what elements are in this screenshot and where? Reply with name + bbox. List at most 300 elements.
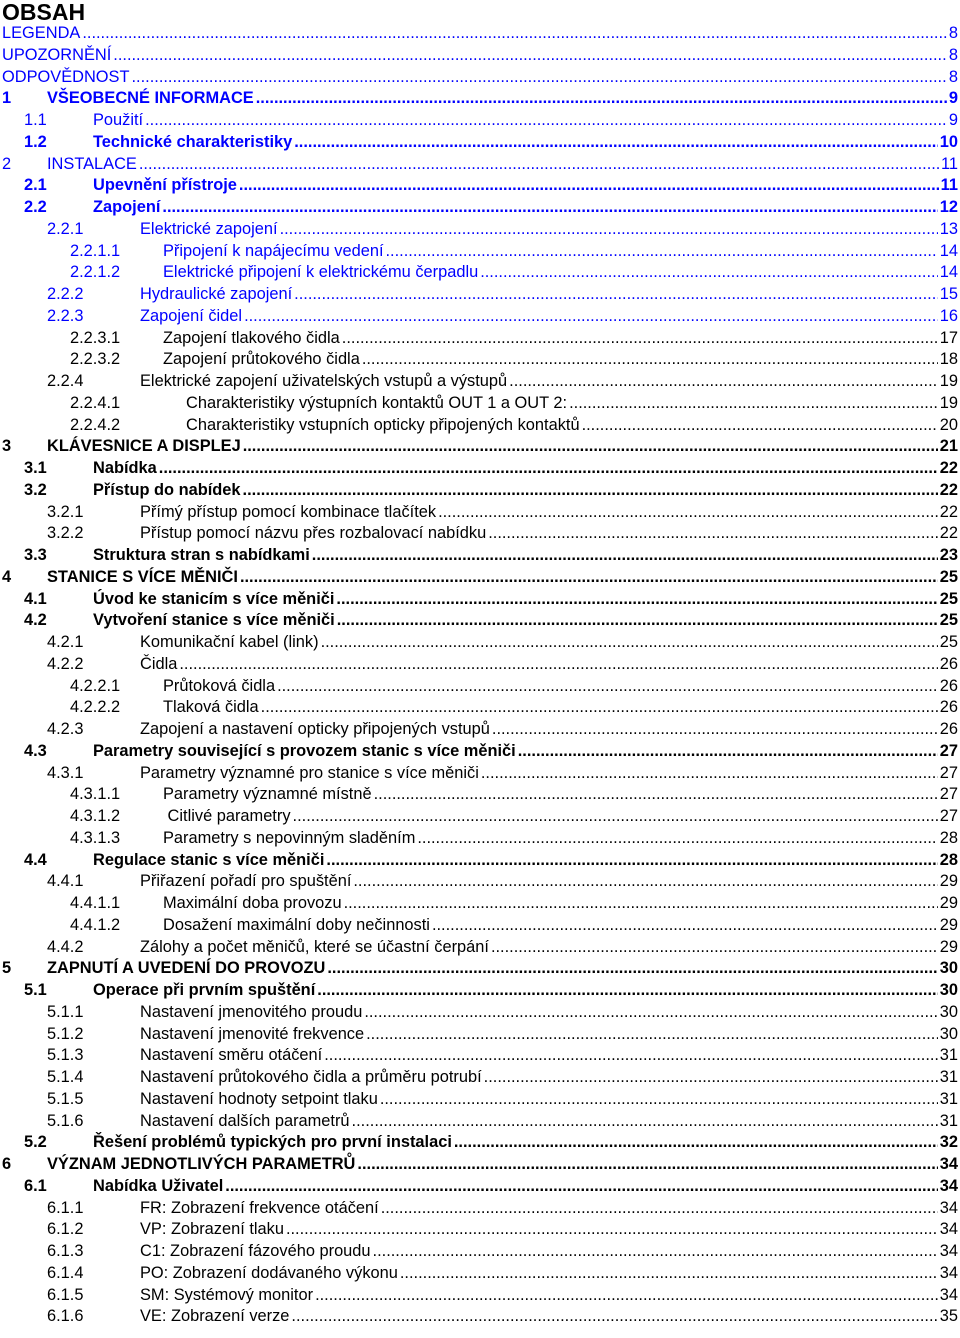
toc-entry-label: [2, 67, 130, 89]
toc-entry[interactable]: [0, 915, 960, 937]
toc-entry[interactable]: [0, 1024, 960, 1046]
toc-entry-page-number: 16: [939, 306, 958, 325]
dot-leader: [239, 175, 939, 197]
dot-leader: [454, 1132, 938, 1154]
toc-entry-title: Zapojení průtokového čidla: [163, 350, 360, 369]
toc-entry-title: UPOZORNĚNÍ: [2, 45, 112, 64]
toc-entry-page-number: 22: [939, 459, 958, 477]
dot-leader: [277, 676, 938, 698]
table-of-contents: [0, 23, 960, 1328]
toc-entry[interactable]: [0, 589, 960, 611]
dot-leader: [280, 219, 938, 241]
toc-entry-label: [2, 958, 325, 980]
toc-entry-title: VÝZNAM JEDNOTLIVÝCH PARAMETRŮ: [47, 1155, 356, 1173]
toc-entry-label: [47, 1067, 482, 1089]
toc-entry-label: [70, 328, 340, 350]
toc-entry-page-number: 25: [939, 567, 958, 586]
toc-entry-label: [47, 1002, 362, 1024]
toc-entry[interactable]: [0, 306, 960, 328]
toc-entry-title: ODPOVĚDNOST: [2, 67, 130, 86]
toc-entry-number: 2.2.1: [47, 219, 84, 238]
toc-entry-page-number: 34: [939, 1198, 958, 1217]
toc-entry-number: 5.1.4: [47, 1068, 84, 1086]
toc-entry-number: 2.2.3: [47, 306, 84, 325]
toc-entry-title: Elektrické zapojení: [140, 219, 278, 238]
toc-entry[interactable]: [0, 197, 960, 219]
dot-leader: [342, 328, 938, 350]
toc-entry-number: 4.4.1.2: [70, 915, 121, 934]
toc-entry-label: [47, 763, 479, 785]
toc-entry-title: Přístup pomocí názvu přes rozbalovací nabídku: [140, 524, 487, 543]
toc-entry-page-number: 10: [939, 132, 958, 151]
toc-entry-page-number: 26: [939, 676, 958, 695]
toc-entry[interactable]: [0, 415, 960, 437]
toc-entry-title: LEGENDA: [2, 24, 81, 42]
toc-entry[interactable]: [0, 23, 960, 45]
dot-leader: [162, 197, 937, 219]
toc-entry-title: Elektrické zapojení uživatelských vstupů a výstupů: [140, 372, 508, 390]
toc-entry[interactable]: [0, 1176, 960, 1198]
toc-entry-label: [24, 1176, 223, 1198]
toc-entry[interactable]: [0, 154, 960, 176]
toc-entry[interactable]: [0, 1089, 960, 1111]
toc-entry[interactable]: [0, 1306, 960, 1328]
toc-entry-page-number: 34: [939, 1155, 958, 1173]
toc-entry-label: [24, 197, 160, 219]
dot-leader: [374, 784, 938, 806]
toc-entry-label: [47, 502, 436, 524]
toc-entry-number: 1: [2, 89, 12, 108]
toc-entry[interactable]: [0, 284, 960, 306]
toc-entry-label: [47, 719, 490, 741]
toc-entry[interactable]: [0, 371, 960, 393]
toc-entry-number: 5.2: [24, 1133, 47, 1152]
dot-leader: [432, 915, 938, 937]
toc-entry[interactable]: [0, 1241, 960, 1263]
toc-entry-label: [2, 436, 241, 458]
dot-leader: [582, 415, 938, 437]
toc-entry-number: 3.2: [24, 480, 47, 499]
toc-entry[interactable]: [0, 567, 960, 589]
toc-entry[interactable]: [0, 1154, 960, 1176]
toc-entry-page-number: 18: [939, 350, 958, 369]
toc-entry[interactable]: [0, 806, 960, 828]
toc-entry-page-number: 13: [939, 219, 958, 238]
toc-entry-page-number: 30: [939, 1024, 958, 1043]
toc-entry-label: [47, 1045, 322, 1067]
toc-entry-title: ZAPNUTÍ A UVEDENÍ DO PROVOZU: [47, 959, 326, 978]
toc-entry-number: 2.2: [24, 198, 47, 216]
toc-entry-number: 6.1.6: [47, 1307, 84, 1326]
toc-entry-page-number: 22: [939, 524, 958, 543]
toc-entry-title: Zálohy a počet měničů, které se účastní čerpání: [140, 937, 489, 956]
dot-leader: [381, 1198, 938, 1220]
toc-entry-number: 3.2.2: [47, 524, 84, 543]
toc-entry-page-number: 29: [939, 894, 958, 912]
toc-entry-label: [2, 1154, 355, 1176]
toc-entry[interactable]: [0, 1198, 960, 1220]
toc-entry-page-number: 29: [939, 872, 958, 891]
toc-entry-page-number: 23: [939, 546, 958, 564]
dot-leader: [243, 436, 938, 458]
toc-entry-title: Komunikační kabel (link): [140, 633, 319, 651]
toc-entry[interactable]: [0, 697, 960, 719]
toc-entry-title: VE: Zobrazení verze: [140, 1307, 290, 1326]
toc-entry-label: [24, 610, 335, 632]
toc-entry-page-number: 11: [940, 154, 958, 173]
toc-entry[interactable]: [0, 937, 960, 959]
dot-leader: [509, 371, 938, 393]
toc-entry-page-number: 34: [939, 1263, 958, 1282]
toc-entry-number: 6.1.4: [47, 1263, 84, 1282]
toc-entry-label: [47, 1263, 398, 1285]
toc-entry[interactable]: [0, 480, 960, 502]
toc-entry[interactable]: [0, 1045, 960, 1067]
toc-entry-page-number: 12: [939, 198, 958, 216]
toc-entry-page-number: 22: [939, 502, 958, 521]
toc-entry-number: 5.1.5: [47, 1089, 84, 1108]
toc-entry-page-number: 31: [939, 1089, 958, 1108]
toc-entry-title: Nastavení jmenovité frekvence: [140, 1024, 365, 1043]
toc-entry-page-number: 19: [939, 372, 958, 390]
toc-entry-label: [70, 676, 275, 698]
toc-entry-label: [47, 871, 351, 893]
toc-entry-number: 4: [2, 567, 12, 586]
dot-leader: [293, 806, 938, 828]
toc-entry-label: [47, 284, 292, 306]
toc-entry[interactable]: [0, 850, 960, 872]
toc-entry[interactable]: [0, 110, 960, 132]
toc-entry-label: [70, 415, 580, 437]
toc-entry[interactable]: [0, 1263, 960, 1285]
dot-leader: [357, 1154, 937, 1176]
dot-leader: [362, 349, 938, 371]
toc-entry-page-number: 26: [939, 720, 958, 738]
toc-entry-title: Parametry významné pro stanice s více měniči: [140, 763, 479, 782]
dot-leader: [491, 937, 938, 959]
toc-entry-label: [70, 393, 567, 415]
toc-entry-number: 1.2: [24, 132, 47, 151]
toc-entry-page-number: 34: [939, 1220, 958, 1239]
dot-leader: [286, 1219, 938, 1241]
toc-entry[interactable]: [0, 828, 960, 850]
toc-entry-number: 6: [2, 1155, 12, 1173]
toc-entry-page-number: 14: [939, 263, 958, 282]
toc-entry-page-number: 27: [939, 741, 958, 760]
toc-entry-label: [47, 1285, 313, 1307]
toc-entry[interactable]: [0, 328, 960, 350]
toc-entry-title: Připojení k napájecímu vedení: [163, 241, 384, 260]
toc-entry-page-number: 14: [939, 241, 958, 260]
toc-entry-label: [70, 784, 372, 806]
toc-entry-title: Úvod ke stanicím s více měniči: [93, 589, 335, 608]
toc-entry-page-number: 17: [939, 328, 958, 347]
toc-entry-page-number: 31: [939, 1046, 958, 1065]
toc-entry-page-number: 27: [939, 785, 958, 804]
dot-leader: [294, 132, 938, 154]
dot-leader: [315, 1285, 938, 1307]
toc-entry-label: [47, 1306, 289, 1328]
toc-entry-number: 6.1.5: [47, 1285, 84, 1304]
toc-entry-title: Zapojení čidel: [140, 306, 243, 325]
toc-entry-title: Použití: [93, 111, 144, 129]
toc-entry-title: Maximální doba provozu: [163, 894, 342, 912]
toc-entry-number: 2.2.1.2: [70, 263, 121, 282]
toc-entry-number: 4.4.1: [47, 872, 84, 891]
toc-entry-number: 1.1: [24, 111, 47, 129]
toc-entry-title: FR: Zobrazení frekvence otáčení: [140, 1198, 379, 1217]
dot-leader: [327, 958, 937, 980]
toc-entry[interactable]: [0, 1002, 960, 1024]
dot-leader: [417, 828, 937, 850]
toc-entry-label: [70, 262, 478, 284]
toc-entry-page-number: 21: [939, 437, 958, 456]
dot-leader: [364, 1002, 937, 1024]
dot-leader: [336, 589, 937, 611]
toc-entry-label: [47, 1024, 364, 1046]
toc-entry-title: VŠEOBECNÉ INFORMACE: [47, 89, 254, 108]
toc-entry-page-number: 28: [939, 828, 958, 847]
toc-entry-title: Nabídka: [93, 459, 157, 477]
toc-entry-number: 4.4.1.1: [70, 894, 121, 912]
toc-entry-title: Nastavení dalších parametrů: [140, 1111, 350, 1130]
toc-entry-label: [70, 241, 384, 263]
toc-entry-label: [70, 828, 415, 850]
dot-leader: [492, 719, 938, 741]
toc-entry-title: Nabídka Uživatel: [93, 1176, 224, 1195]
toc-entry-page-number: 25: [939, 611, 958, 630]
toc-entry[interactable]: [0, 67, 960, 89]
toc-entry[interactable]: [0, 262, 960, 284]
toc-entry[interactable]: [0, 1111, 960, 1133]
toc-entry[interactable]: [0, 719, 960, 741]
toc-entry-title: Vytvoření stanice s více měniči: [93, 611, 335, 630]
toc-entry[interactable]: [0, 1067, 960, 1089]
toc-entry-number: 3: [2, 437, 12, 456]
toc-entry[interactable]: [0, 132, 960, 154]
toc-entry-page-number: 19: [939, 393, 958, 412]
toc-entry-page-number: 31: [939, 1068, 958, 1086]
toc-entry-label: [70, 893, 342, 915]
toc-entry[interactable]: [0, 88, 960, 110]
toc-entry-title: Zapojení tlakového čidla: [163, 328, 340, 347]
dot-leader: [179, 654, 937, 676]
toc-entry-title: PO: Zobrazení dodávaného výkonu: [140, 1263, 398, 1282]
toc-entry-page-number: 30: [939, 959, 958, 978]
toc-entry[interactable]: [0, 893, 960, 915]
toc-entry-label: [47, 1111, 350, 1133]
dot-leader: [159, 458, 938, 480]
toc-entry-number: 5.1.3: [47, 1046, 84, 1065]
toc-entry-number: 6.1.3: [47, 1242, 84, 1260]
toc-entry-page-number: 15: [939, 285, 958, 303]
toc-entry-page-number: 27: [939, 763, 958, 782]
toc-entry-title: Zapojení: [93, 198, 161, 216]
toc-entry-number: 5.1.6: [47, 1111, 84, 1130]
toc-entry-title: Tlaková čidla: [163, 698, 259, 717]
toc-entry-number: 2.2.1.1: [70, 241, 121, 260]
toc-entry-number: 5.1: [24, 981, 47, 999]
toc-entry-title: Nastavení jmenovitého proudu: [140, 1002, 363, 1021]
toc-entry-number: 4.3.1.3: [70, 828, 121, 847]
dot-leader: [291, 1306, 937, 1328]
dot-leader: [145, 110, 947, 132]
toc-entry[interactable]: [0, 545, 960, 567]
toc-entry-title: Čidla: [140, 654, 178, 673]
toc-entry-number: 4.1: [24, 589, 47, 608]
toc-entry-page-number: 32: [939, 1133, 958, 1152]
toc-entry-page-number: 35: [939, 1307, 958, 1326]
toc-entry-page-number: 34: [939, 1176, 958, 1195]
toc-entry-number: 2.1: [24, 176, 47, 195]
toc-entry-title: Zapojení a nastavení opticky připojených vstupů: [140, 720, 490, 738]
toc-entry-number: 2.2.2: [47, 285, 84, 303]
toc-entry-title: Technické charakteristiky: [93, 132, 293, 151]
toc-entry-label: [47, 306, 242, 328]
toc-entry[interactable]: [0, 523, 960, 545]
toc-entry-page-number: 29: [939, 915, 958, 934]
toc-entry-number: 4.2.2: [47, 654, 84, 673]
toc-entry[interactable]: [0, 763, 960, 785]
toc-entry[interactable]: [0, 436, 960, 458]
dot-leader: [480, 262, 938, 284]
toc-entry[interactable]: [0, 1132, 960, 1154]
toc-entry-page-number: 28: [939, 850, 958, 869]
toc-entry-label: [24, 110, 143, 132]
toc-entry[interactable]: [0, 784, 960, 806]
dot-leader: [352, 1111, 938, 1133]
toc-entry-label: [47, 1089, 378, 1111]
dot-leader: [244, 306, 938, 328]
page-title: OBSAH: [2, 0, 86, 25]
toc-entry-label: [24, 850, 324, 872]
dot-leader: [438, 502, 938, 524]
toc-entry-number: 2.2.3.2: [70, 350, 121, 369]
toc-entry[interactable]: [0, 458, 960, 480]
toc-entry-page-number: 26: [939, 654, 958, 673]
dot-leader: [366, 1024, 938, 1046]
toc-entry-title: Přiřazení pořadí pro spuštění: [140, 872, 352, 891]
dot-leader: [373, 1241, 938, 1263]
toc-entry-title: KLÁVESNICE A DISPLEJ: [47, 437, 241, 456]
toc-entry-page-number: 34: [939, 1285, 958, 1304]
toc-entry-number: 2.2.3.1: [70, 328, 121, 347]
toc-entry-number: 5.1.1: [47, 1002, 84, 1021]
toc-entry-page-number: 25: [939, 633, 958, 651]
dot-leader: [132, 67, 947, 89]
toc-entry-title: Parametry s nepovinným sladěním: [163, 828, 416, 847]
toc-entry-title: SM: Systémový monitor: [140, 1285, 314, 1304]
toc-entry[interactable]: [0, 654, 960, 676]
toc-entry-label: [47, 371, 507, 393]
toc-entry-page-number: 29: [939, 937, 958, 956]
toc-entry-title: Parametry související s provozem stanic s více měniči: [93, 741, 516, 760]
toc-entry[interactable]: [0, 871, 960, 893]
dot-leader: [380, 1089, 938, 1111]
toc-entry-title: Hydraulické zapojení: [140, 285, 293, 303]
dot-leader: [353, 871, 937, 893]
toc-entry-number: 4.2.2.1: [70, 676, 121, 695]
toc-entry-title: Regulace stanic s více měniči: [93, 850, 325, 869]
toc-entry-number: 5: [2, 959, 12, 978]
dot-leader: [139, 154, 939, 176]
toc-entry-number: 6.1.1: [47, 1198, 84, 1217]
toc-entry-label: [47, 1219, 284, 1241]
toc-entry[interactable]: [0, 241, 960, 263]
toc-entry[interactable]: [0, 980, 960, 1002]
dot-leader: [225, 1176, 938, 1198]
toc-entry-label: [24, 741, 516, 763]
toc-entry-label: [24, 458, 157, 480]
toc-entry-title: Průtoková čidla: [163, 676, 276, 695]
toc-entry-page-number: 9: [948, 89, 958, 108]
toc-entry-title: Struktura stran s nabídkami: [93, 546, 310, 564]
toc-entry-label: [70, 915, 430, 937]
toc-entry-number: 3.3: [24, 546, 47, 564]
dot-leader: [317, 980, 938, 1002]
toc-entry[interactable]: [0, 175, 960, 197]
toc-entry-number: 3.1: [24, 459, 47, 477]
dot-leader: [484, 1067, 938, 1089]
dot-leader: [312, 545, 938, 567]
dot-leader: [324, 1045, 938, 1067]
toc-entry[interactable]: [0, 676, 960, 698]
toc-entry-page-number: 11: [940, 176, 958, 195]
dot-leader: [337, 610, 938, 632]
toc-entry[interactable]: [0, 741, 960, 763]
dot-leader: [481, 763, 938, 785]
dot-leader: [82, 23, 947, 45]
toc-entry-title: Nastavení průtokového čidla a průměru potrubí: [140, 1068, 482, 1086]
toc-entry[interactable]: [0, 45, 960, 67]
toc-entry-number: 2.2.4.2: [70, 415, 121, 434]
toc-entry-title: Charakteristiky vstupních opticky připojených kontaktů: [186, 415, 580, 434]
dot-leader: [569, 393, 938, 415]
toc-entry[interactable]: [0, 1219, 960, 1241]
toc-entry-number: 4.4: [24, 850, 47, 869]
toc-entry-label: [24, 132, 292, 154]
toc-entry[interactable]: [0, 1285, 960, 1307]
toc-entry-page-number: 26: [939, 698, 958, 717]
toc-entry[interactable]: [0, 610, 960, 632]
toc-entry-title: INSTALACE: [47, 154, 137, 173]
toc-entry-number: 6.1.2: [47, 1220, 84, 1239]
toc-entry[interactable]: [0, 632, 960, 654]
dot-leader: [113, 45, 947, 67]
toc-entry-title: Operace při prvním spuštění: [93, 981, 316, 999]
toc-entry-number: 5.1.2: [47, 1024, 84, 1043]
toc-entry-label: [47, 1198, 379, 1220]
toc-entry-page-number: 9: [948, 111, 958, 129]
toc-entry-page-number: 20: [939, 415, 958, 434]
toc-entry-number: 4.3.1.2: [70, 807, 121, 825]
toc-entry[interactable]: [0, 502, 960, 524]
toc-entry-title: C1: Zobrazení fázového proudu: [140, 1242, 371, 1260]
toc-entry-label: [47, 1241, 371, 1263]
toc-entry-label: [2, 45, 111, 67]
toc-entry-title: Charakteristiky výstupních kontaktů OUT 1 a OUT 2:: [186, 393, 568, 412]
toc-entry-label: [47, 654, 177, 676]
toc-entry-label: [47, 632, 319, 654]
toc-entry-number: 3.2.1: [47, 502, 84, 521]
toc-entry-title: Nastavení směru otáčení: [140, 1046, 323, 1065]
toc-entry[interactable]: [0, 958, 960, 980]
toc-entry[interactable]: [0, 219, 960, 241]
toc-entry[interactable]: [0, 349, 960, 371]
toc-entry-page-number: 8: [948, 67, 958, 86]
toc-entry-number: 6.1: [24, 1176, 47, 1195]
toc-entry[interactable]: [0, 393, 960, 415]
